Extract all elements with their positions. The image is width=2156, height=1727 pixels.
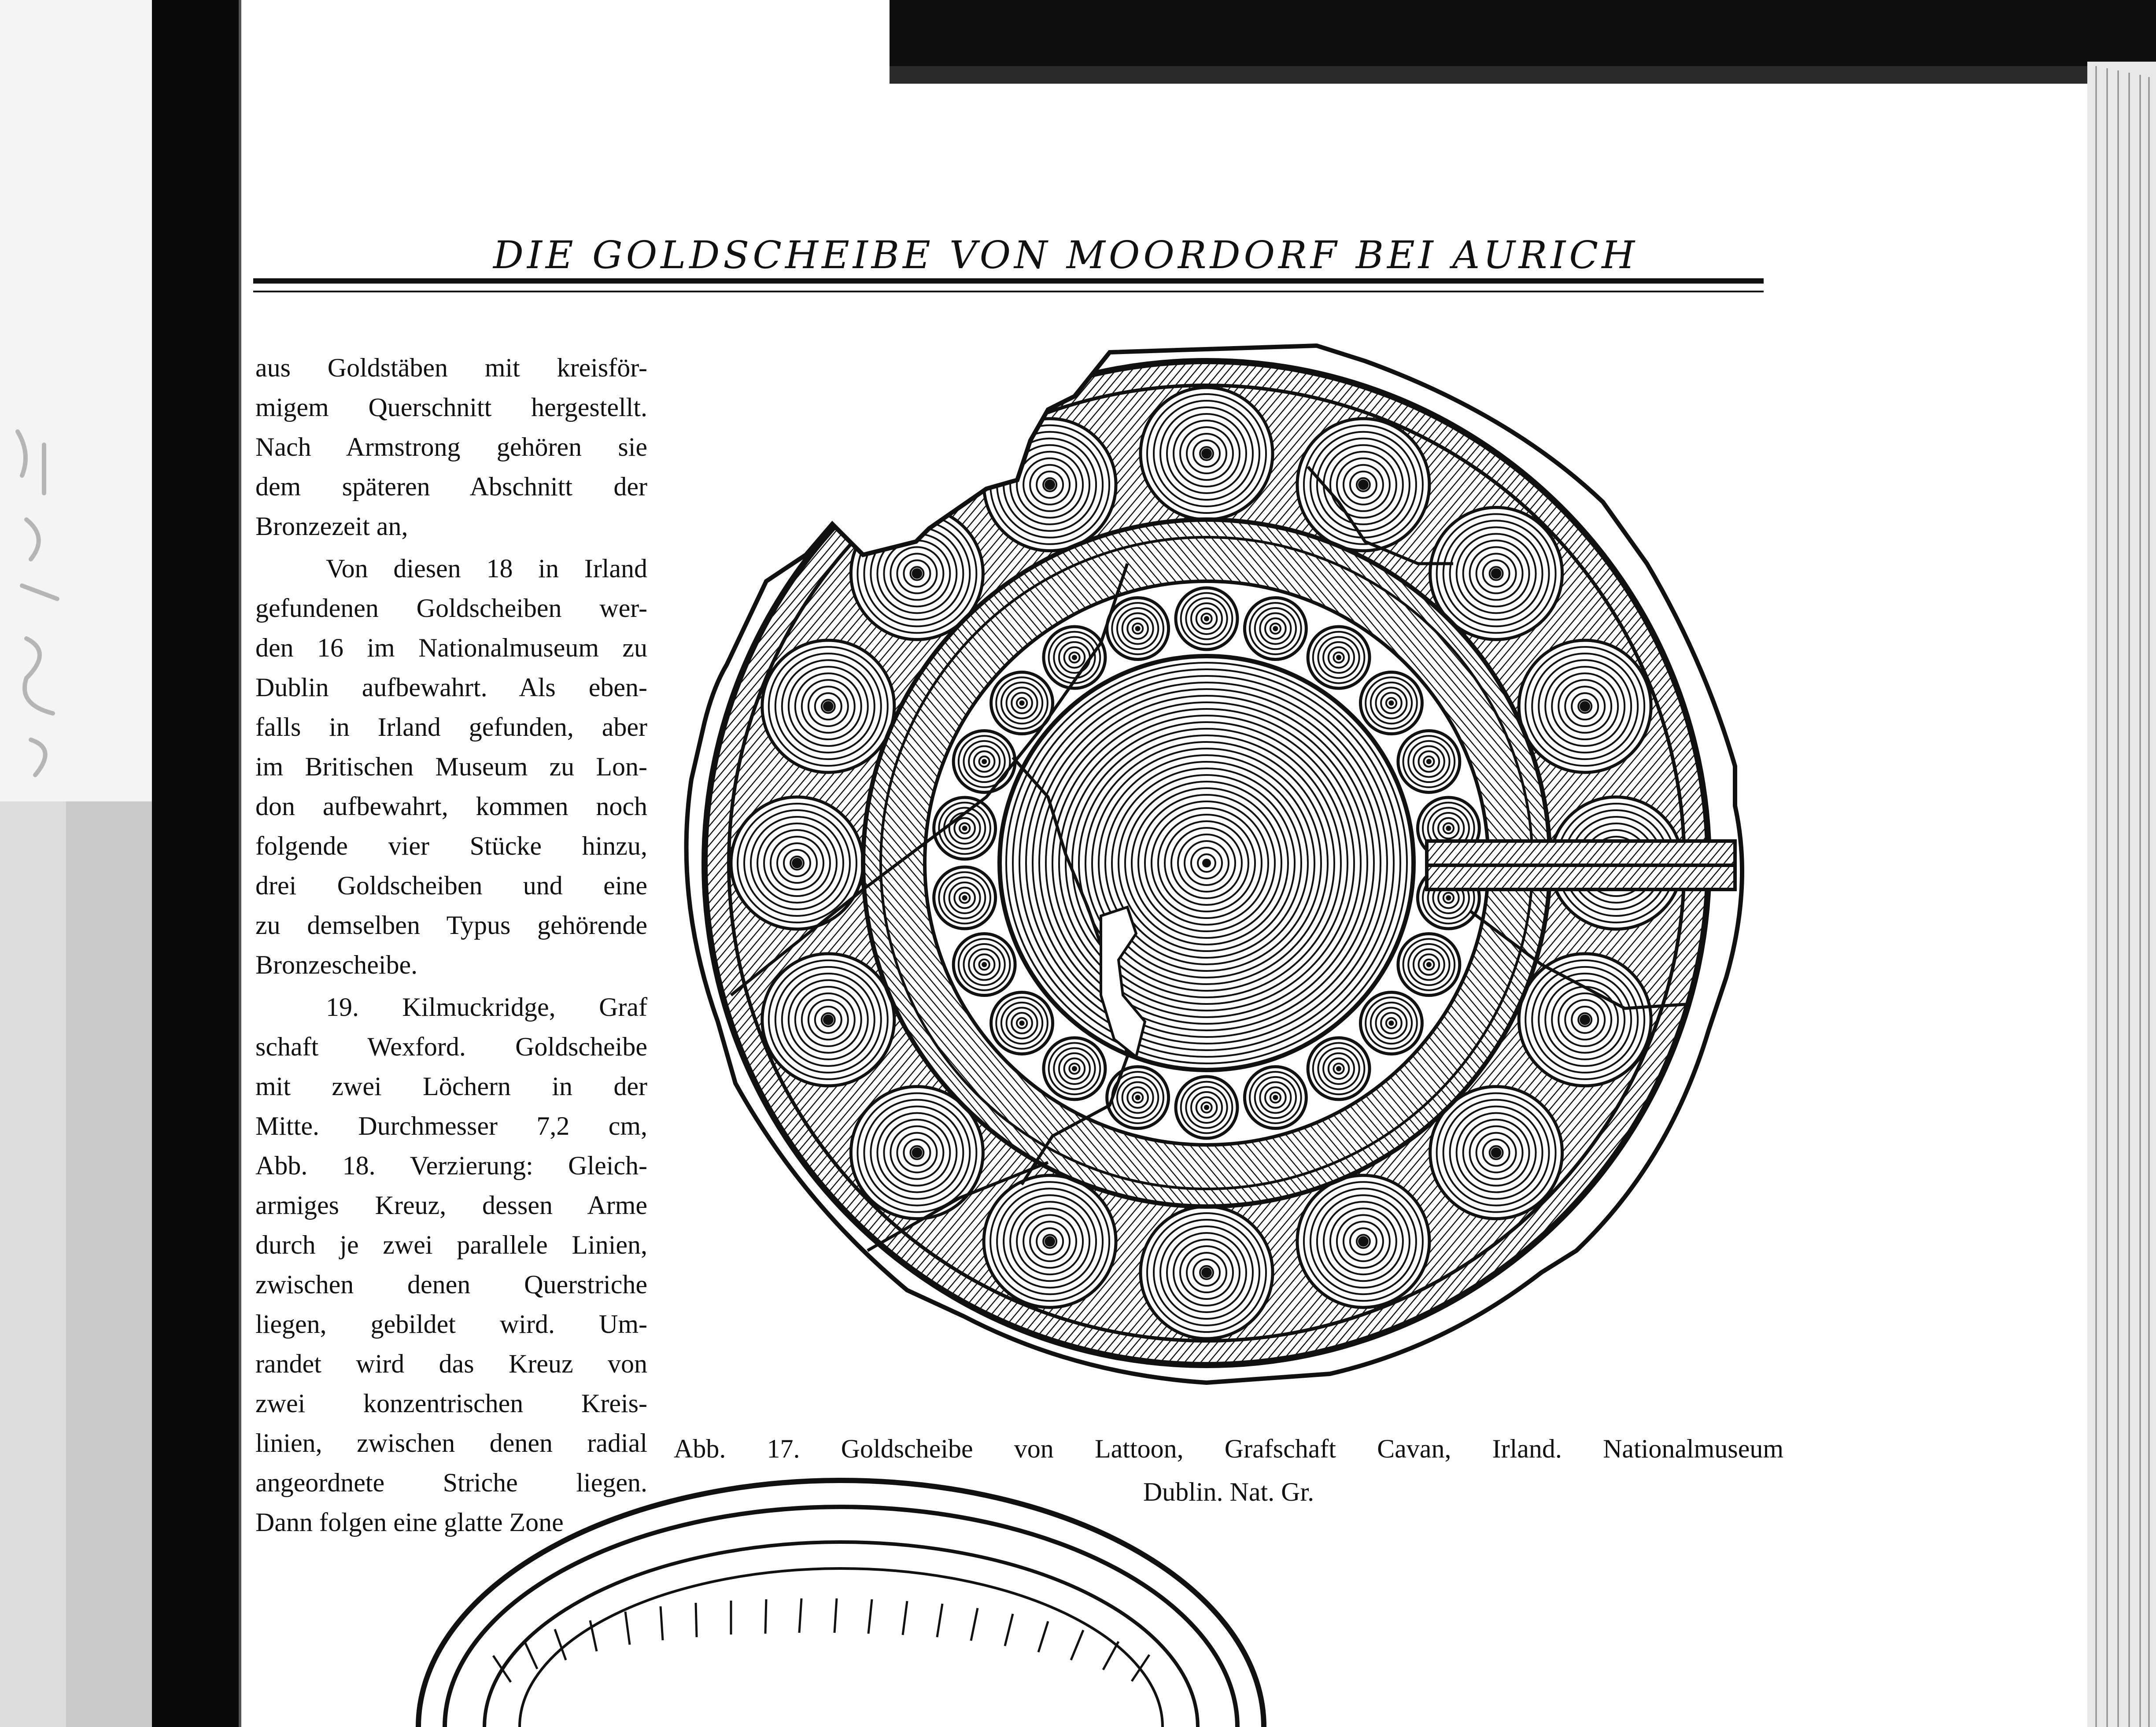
text-line: don aufbewahrt, kommen noch [255, 792, 647, 821]
middle-spiral-circle [1107, 598, 1169, 659]
outer-spiral-circle [1141, 1207, 1273, 1339]
middle-spiral-circle [1244, 598, 1306, 659]
body-text-column [255, 348, 647, 1542]
text-line: drei Goldscheiben und eine [255, 871, 647, 900]
middle-spiral-circle [1308, 1038, 1370, 1100]
middle-spiral-circle [1176, 1077, 1237, 1138]
outer-spiral-circle [1297, 1175, 1429, 1307]
figure-caption-line-2: Dublin. Nat. Gr. [1143, 1477, 1314, 1506]
text-line: durch je zwei parallele Linien, [255, 1230, 647, 1259]
middle-spiral-circle [934, 867, 996, 929]
middle-spiral-circle [1360, 992, 1422, 1054]
running-head: DIE GOLDSCHEIBE VON MOORDORF BEI AURICH [493, 233, 1639, 277]
middle-spiral-circle [1360, 672, 1422, 734]
middle-spiral-circle [991, 992, 1053, 1054]
text-line: migem Querschnitt hergestellt. [255, 393, 647, 422]
outer-spiral-circle [731, 797, 863, 929]
outer-spiral-circle [1141, 387, 1273, 520]
text-line: Dublin aufbewahrt. Als eben- [255, 673, 647, 702]
figure-caption-line-1: Abb. 17. Goldscheibe von Lattoon, Grafschaft Cavan, Irland. Nationalmuseum [674, 1434, 1783, 1463]
middle-spiral-circle [1308, 627, 1370, 688]
text-line: schaft Wexford. Goldscheibe [255, 1032, 647, 1061]
text-line: den 16 im Nationalmuseum zu [255, 633, 647, 662]
header-rule-thick [253, 278, 1764, 284]
middle-spiral-circle [1107, 1067, 1169, 1129]
outer-spiral-circle [1297, 419, 1429, 551]
outer-spiral-circle [984, 1175, 1116, 1307]
text-line: Von diesen 18 in Irland [326, 554, 647, 583]
middle-spiral-circle [1398, 731, 1460, 792]
text-line: mit zwei Löchern in der [255, 1072, 647, 1101]
decorated-band [1427, 841, 1735, 889]
text-line: im Britischen Museum zu Lon- [255, 752, 647, 781]
text-line: folgende vier Stücke hinzu, [255, 831, 647, 860]
text-line: Bronzescheibe. [255, 950, 418, 979]
text-line: angeordnete Striche liegen. [255, 1468, 647, 1497]
middle-spiral-circle [1398, 934, 1460, 996]
text-line: Abb. 18. Verzierung: Gleich- [255, 1151, 647, 1180]
text-line: Nach Armstrong gehören sie [255, 432, 647, 461]
text-line: linien, zwischen denen radial [255, 1428, 647, 1458]
text-line: aus Goldstäben mit kreisför- [255, 353, 647, 382]
outer-spiral-circle [1519, 954, 1651, 1086]
text-line: zwei konzentrischen Kreis- [255, 1389, 647, 1418]
middle-spiral-circle [1044, 1038, 1105, 1100]
text-line: Dann folgen eine glatte Zone [255, 1508, 564, 1537]
text-line: zwischen denen Querstriche [255, 1270, 647, 1299]
middle-spiral-circle [1176, 588, 1237, 649]
text-line: liegen, gebildet wird. Um- [255, 1310, 647, 1339]
text-line: armiges Kreuz, dessen Arme [255, 1191, 647, 1220]
text-line: 19. Kilmuckridge, Graf [326, 993, 647, 1022]
middle-spiral-circle [953, 731, 1015, 792]
outer-spiral-circle [762, 640, 894, 772]
outer-spiral-circle [762, 954, 894, 1086]
text-line: falls in Irland gefunden, aber [255, 712, 647, 742]
text-line: dem späteren Abschnitt der [255, 472, 647, 501]
text-line: gefundenen Goldscheiben wer- [255, 594, 647, 623]
middle-spiral-circle [953, 934, 1015, 996]
text-line: Mitte. Durchmesser 7,2 cm, [255, 1111, 647, 1140]
middle-spiral-circle [1244, 1067, 1306, 1129]
text-line: randet wird das Kreuz von [255, 1349, 647, 1378]
outer-spiral-circle [1519, 640, 1651, 772]
header-rule-thin [253, 291, 1764, 292]
text-line: Bronzezeit an, [255, 512, 408, 541]
gold-disc-illustration [678, 335, 1761, 1427]
text-line: zu demselben Typus gehörende [255, 911, 647, 940]
